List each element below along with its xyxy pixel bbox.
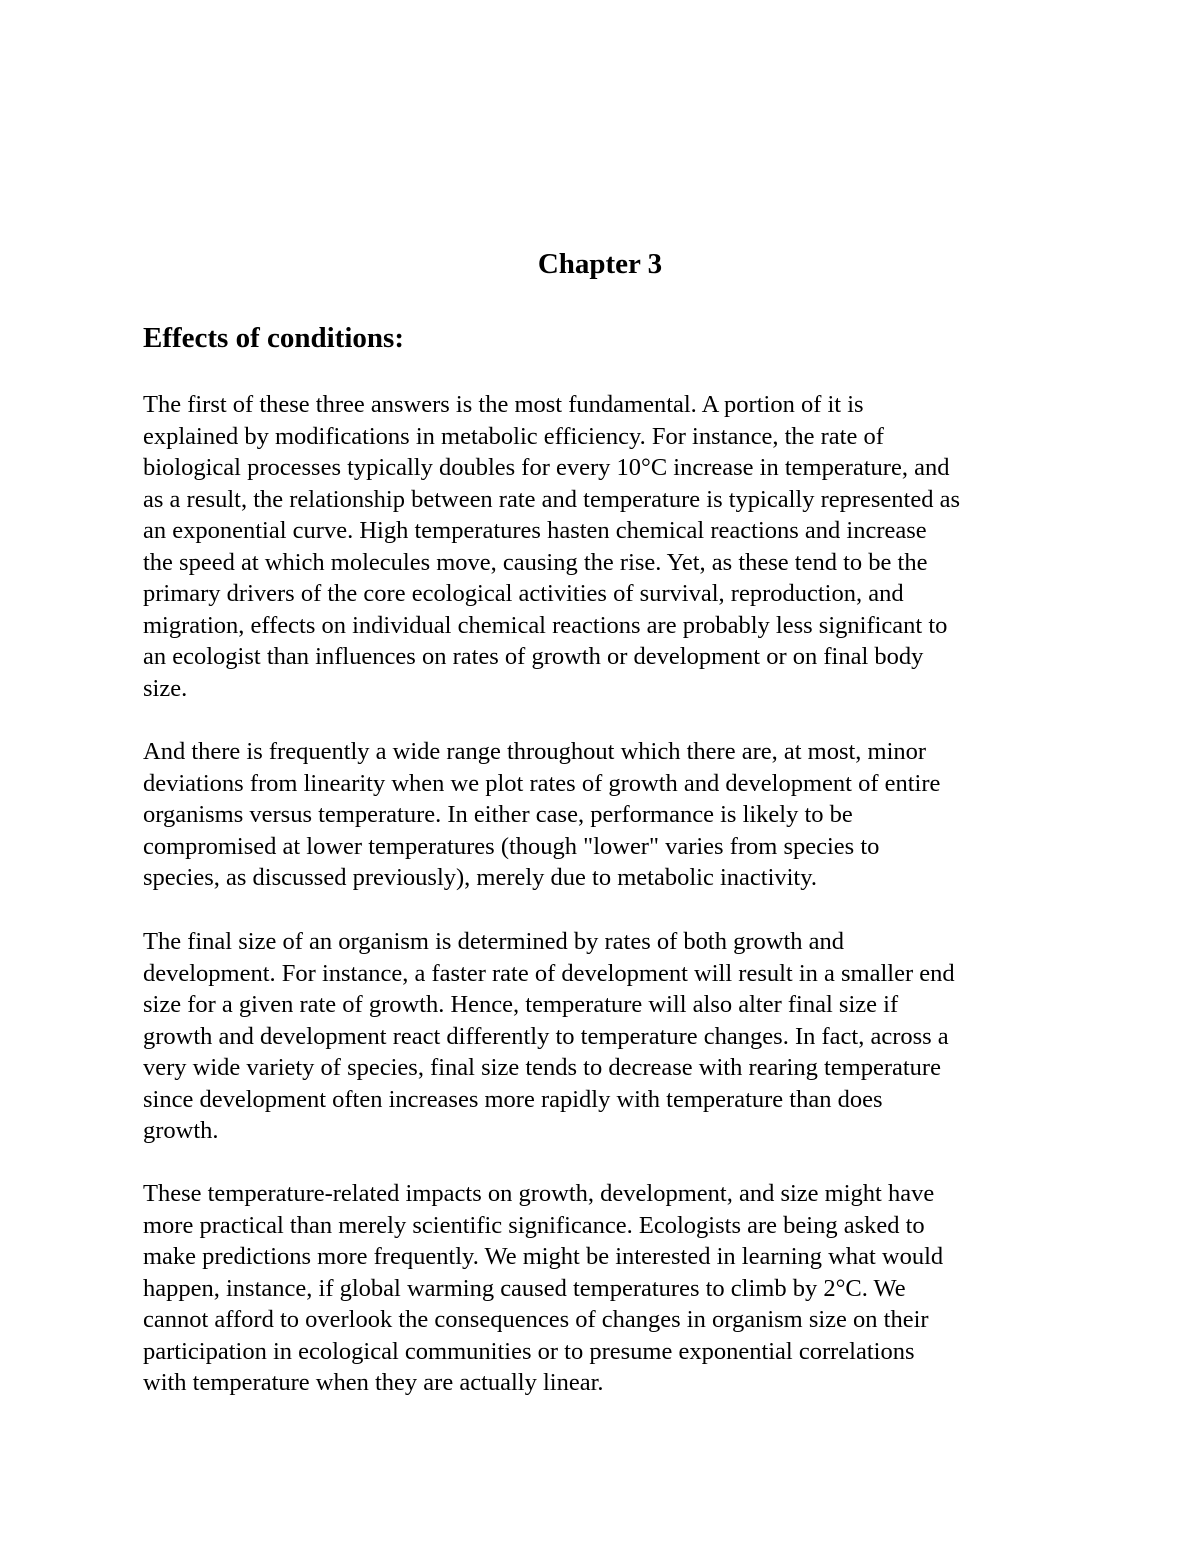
text-line: make predictions more frequently. We might be interested in learning what would xyxy=(143,1243,944,1270)
text-line: organisms versus temperature. In either case, performance is likely to be xyxy=(143,801,853,828)
text-line: since development often increases more rapidly with temperature than does xyxy=(143,1085,883,1113)
paragraph-1 xyxy=(143,389,1063,704)
text-line: size. xyxy=(143,674,188,702)
text-line: very wide variety of species, final size tends to decrease with rearing temperature xyxy=(143,1054,941,1081)
text-line: an exponential curve. High temperatures hasten chemical reactions and increase xyxy=(143,517,927,544)
text-line: compromised at lower temperatures (though "lower" varies from species to xyxy=(143,832,880,860)
text-line: as a result, the relationship between rate and temperature is typically represented as xyxy=(143,485,961,513)
text-line: cannot afford to overlook the consequences of changes in organism size on their xyxy=(143,1306,929,1333)
text-line: And there is frequently a wide range throughout which there are, at most, minor xyxy=(143,738,927,765)
text-line: development. For instance, a faster rate of development will result in a smaller end xyxy=(143,959,955,987)
section-heading: Effects of conditions: xyxy=(143,322,404,354)
text-line: the speed at which molecules move, causing the rise. Yet, as these tend to be the xyxy=(143,548,928,576)
text-line: primary drivers of the core ecological activities of survival, reproduction, and xyxy=(143,580,904,607)
text-line: biological processes typically doubles for every 10°C increase in temperature, and xyxy=(143,454,950,481)
text-line: growth and development react differently to temperature changes. In fact, across a xyxy=(143,1022,949,1050)
text-line: explained by modifications in metabolic efficiency. For instance, the rate of xyxy=(143,422,884,450)
paragraph-3 xyxy=(143,926,1063,1147)
text-line: happen, instance, if global warming caused temperatures to climb by 2°C. We xyxy=(143,1274,906,1302)
text-line: growth. xyxy=(143,1117,219,1144)
text-line: with temperature when they are actually linear. xyxy=(143,1369,604,1396)
text-line: more practical than merely scientific significance. Ecologists are being asked to xyxy=(143,1211,925,1239)
text-line: The first of these three answers is the most fundamental. A portion of it is xyxy=(143,391,864,418)
text-line: participation in ecological communities or to presume exponential correlations xyxy=(143,1337,915,1365)
text-line: deviations from linearity when we plot rates of growth and development of entire xyxy=(143,769,941,797)
text-line: migration, effects on individual chemical reactions are probably less significant to xyxy=(143,611,948,639)
text-line: These temperature-related impacts on growth, development, and size might have xyxy=(143,1180,935,1207)
paragraph-4 xyxy=(143,1178,1063,1399)
chapter-title: Chapter 3 xyxy=(537,248,663,280)
text-line: The final size of an organism is determined by rates of both growth and xyxy=(143,928,845,955)
text-line: an ecologist than influences on rates of growth or development or on final body xyxy=(143,643,924,670)
text-line: size for a given rate of growth. Hence, temperature will also alter final size if xyxy=(143,991,899,1018)
paragraph-2 xyxy=(143,736,1063,894)
text-line: species, as discussed previously), merely due to metabolic inactivity. xyxy=(143,864,818,891)
